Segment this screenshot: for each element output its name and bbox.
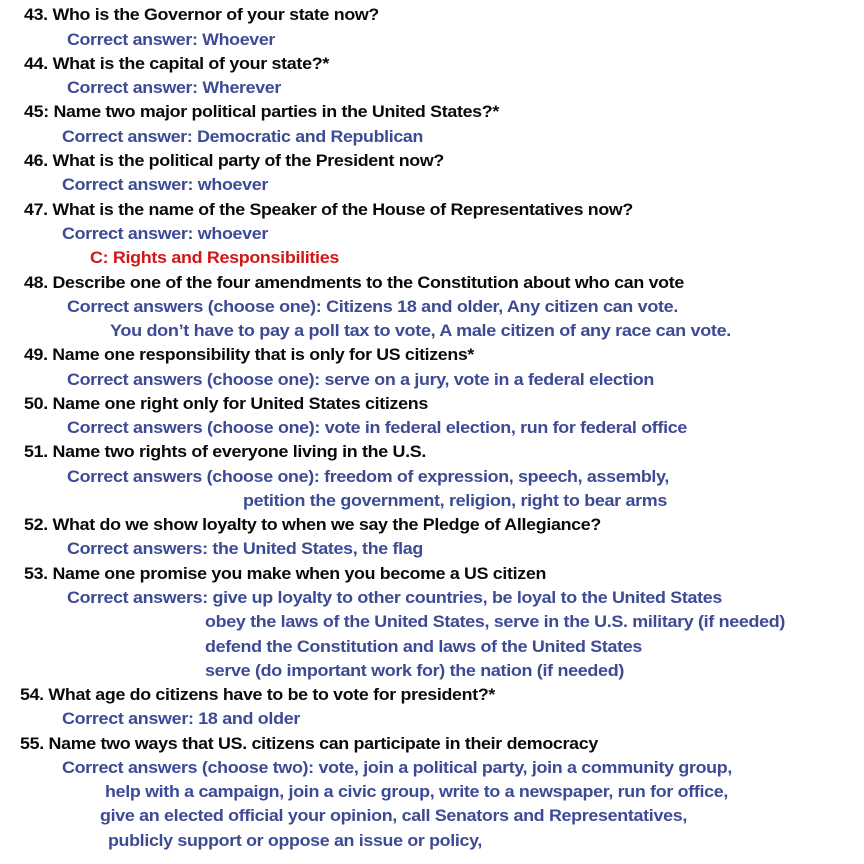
answer-53-line-3: defend the Constitution and laws of the United States [205,637,642,656]
answer-53-line-2: obey the laws of the United States, serve in the U.S. military (if needed) [205,612,785,631]
question-52: 52. What do we show loyalty to when we say the Pledge of Allegiance? [24,515,601,534]
question-54: 54. What age do citizens have to be to vote for president?* [20,685,495,704]
question-55: 55. Name two ways that US. citizens can participate in their democracy [20,734,598,753]
answer-43: Correct answer: Whoever [67,30,275,49]
answer-54: Correct answer: 18 and older [62,709,300,728]
answer-55-line-4: publicly support or oppose an issue or policy, [108,831,482,850]
answer-53-line-4: serve (do important work for) the nation (if needed) [205,661,624,680]
answer-50: Correct answers (choose one): vote in federal election, run for federal office [67,418,687,437]
question-45: 45: Name two major political parties in the United States?* [24,102,499,121]
answer-49: Correct answers (choose one): serve on a jury, vote in a federal election [67,370,654,389]
answer-51-line-1: Correct answers (choose one): freedom of expression, speech, assembly, [67,467,669,486]
answer-45: Correct answer: Democratic and Republican [62,127,423,146]
answer-48-line-2: You don’t have to pay a poll tax to vote, A male citizen of any race can vote. [110,321,731,340]
question-46: 46. What is the political party of the President now? [24,151,444,170]
answer-52: Correct answers: the United States, the flag [67,539,424,558]
answer-55-line-1: Correct answers (choose two): vote, join a political party, join a community group, [62,758,732,777]
answer-55-line-2: help with a campaign, join a civic group, write to a newspaper, run for office, [105,782,728,801]
question-48: 48. Describe one of the four amendments to the Constitution about who can vote [24,273,684,292]
question-47: 47. What is the name of the Speaker of the House of Representatives now? [24,200,633,219]
section-heading: C: Rights and Responsibilities [90,248,339,267]
question-51: 51. Name two rights of everyone living in the U.S. [24,442,426,461]
answer-47: Correct answer: whoever [62,224,268,243]
question-43: 43. Who is the Governor of your state now? [24,5,379,24]
question-49: 49. Name one responsibility that is only for US citizens* [24,345,474,364]
answer-46: Correct answer: whoever [62,175,268,194]
answer-51-line-2: petition the government, religion, right to bear arms [243,491,667,510]
answer-53-line-1: Correct answers: give up loyalty to other countries, be loyal to the United States [67,588,722,607]
question-53: 53. Name one promise you make when you become a US citizen [24,564,546,583]
answer-44: Correct answer: Wherever [67,78,281,97]
answer-55-line-3: give an elected official your opinion, call Senators and Representatives, [100,806,687,825]
answer-48-line-1: Correct answers (choose one): Citizens 18 and older, Any citizen can vote. [67,297,678,316]
question-44: 44. What is the capital of your state?* [24,54,329,73]
question-50: 50. Name one right only for United States citizens [24,394,429,413]
